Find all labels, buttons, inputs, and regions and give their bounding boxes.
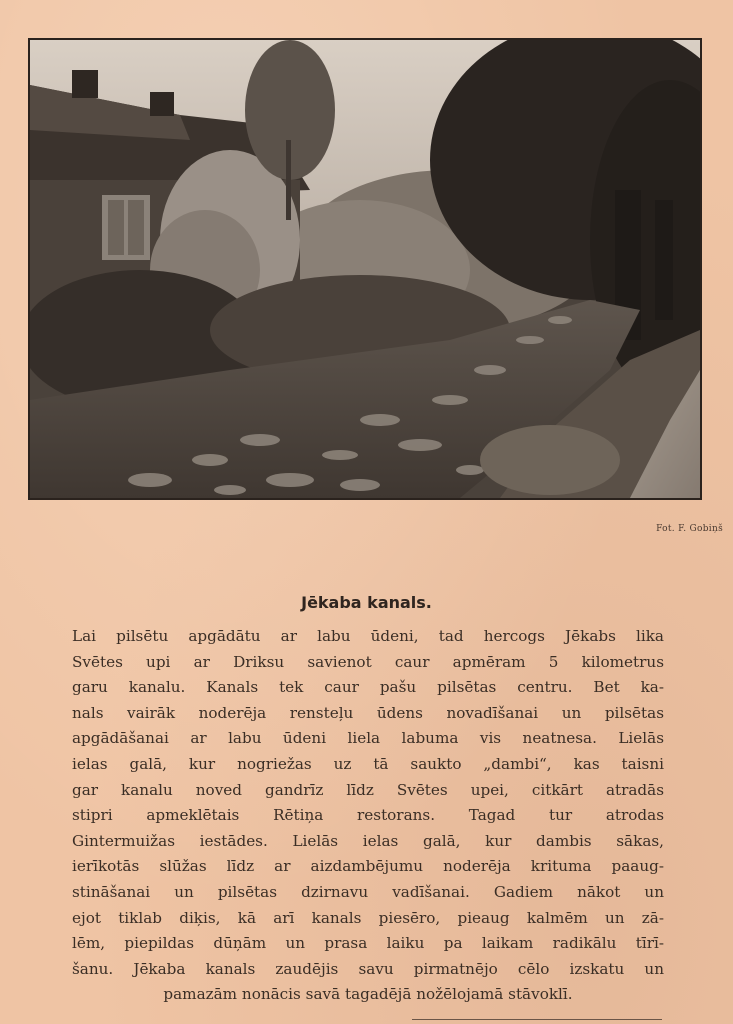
text-line-final: pamazām nonācis savā tagadējā nožēlojamā stāvoklī. bbox=[163, 985, 573, 1004]
photo-illustration bbox=[30, 40, 700, 498]
text-line: apgādāšanai ar labu ūdeni liela labuma vis neatnesa. Lielās bbox=[72, 729, 664, 748]
article-title: Jēkaba kanals. bbox=[301, 593, 432, 612]
bottom-divider bbox=[412, 1019, 662, 1020]
article-body bbox=[72, 624, 664, 1008]
photo-credit: Fot. F. Gobiņš bbox=[656, 524, 723, 534]
text-line: nals vairāk noderēja rensteļu ūdens novadīšanai un pilsētas bbox=[72, 703, 664, 722]
text-line: ielas galā, kur nogriežas uz tā saukto „dambi“, kas taisni bbox=[72, 754, 664, 773]
text-line: šanu. Jēkaba kanals zaudējis savu pirmatnējo cēlo izskatu un bbox=[72, 959, 664, 978]
text-line: ierīkotās slūžas līdz ar aizdambējumu noderēja krituma paaug- bbox=[72, 857, 664, 876]
text-line: stipri apmeklētais Rētiņa restorans. Tagad tur atrodas bbox=[72, 806, 664, 825]
text-line: stināšanai un pilsētas dzirnavu vadīšanai. Gadiem nākot un bbox=[72, 882, 664, 901]
text-line: garu kanalu. Kanals tek caur pašu pilsētas centru. Bet ka- bbox=[72, 678, 664, 697]
text-line: Gintermuižas iestādes. Lielās ielas galā, kur dambis sākas, bbox=[72, 831, 664, 850]
text-line: Lai pilsētu apgādātu ar labu ūdeni, tad hercogs Jēkabs lika bbox=[72, 627, 664, 645]
text-line: lēm, piepildas dūņām un prasa laiku pa laikam radikālu tīrī- bbox=[72, 934, 664, 953]
text-line: gar kanalu noved gandrīz līdz Svētes upei, citkārt atradās bbox=[72, 780, 664, 799]
text-line: ejot tiklab diķis, kā arī kanals piesēro, pieaug kalmēm un zā- bbox=[72, 908, 664, 927]
canal-photograph bbox=[28, 38, 702, 500]
text-line: Svētes upi ar Driksu savienot caur apmēram 5 kilometrus bbox=[72, 652, 664, 671]
